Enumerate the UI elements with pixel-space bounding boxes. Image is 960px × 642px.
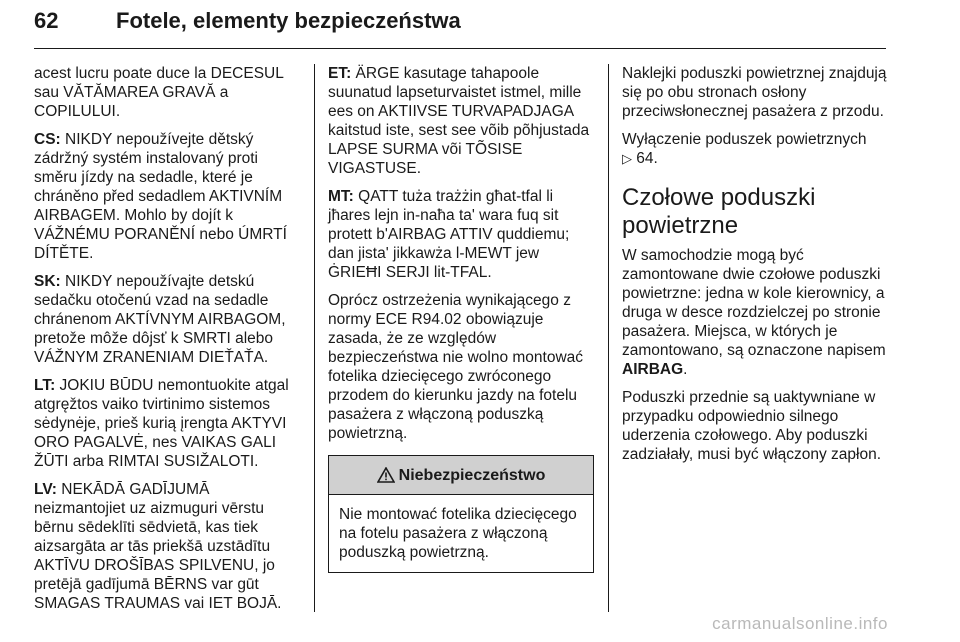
sk-paragraph (34, 272, 300, 367)
warning-text: Nie montować fotelika dziecięcego na fotelu pasażera z włączoną poduszką powietrzną. (339, 506, 577, 561)
page-header (34, 6, 886, 40)
column-left (34, 64, 300, 622)
watermark: carmanualsonline.info (712, 614, 888, 633)
stickers-paragraph: Naklejki poduszki powietrznej znajdują się po obu stronach osłony przeciwsłonecznej pasażera z przodu. (622, 65, 887, 120)
mt-paragraph (328, 187, 594, 282)
lt-label: LT: (34, 377, 56, 394)
sk-label: SK: (34, 273, 61, 290)
et-text: ÄRGE kasutage tahapoole suunatud lapseturvaistet istmel, mille ees on AKTIIVSE TURVAPADJAGA kaitstud iste, sest see võib põhjustada LAPSE SURMA või TÕSISE VIGASTUSE. (328, 65, 590, 177)
lv-paragraph (34, 480, 300, 613)
lt-paragraph (34, 376, 300, 471)
warning-title: Niebezpieczeństwo (398, 466, 546, 484)
column-divider-1 (314, 64, 315, 612)
deactivation-paragraph (622, 130, 888, 168)
cs-label: CS: (34, 131, 61, 148)
airbag-description-paragraph (622, 246, 888, 379)
warning-triangle-icon (377, 467, 395, 483)
column-divider-2 (608, 64, 609, 612)
deactivation-text: Wyłączenie poduszek powietrznych (622, 131, 867, 148)
mt-text: QATT tuża trażżin għat-tfal li jħares lejn in-naħa ta' wara fuq sit protett b'AIRBAG ATTIV quddiemu; dan jista' jikkawża l-MEWT jew ĠRIEĦI SERJI lit-TFAL. (328, 188, 570, 281)
polish-paragraph: Oprócz ostrzeżenia wynikającego z normy ECE R94.02 obowiązuje zasada, że ze względów bezpieczeństwa nie wolno montować fotelika dziecięcego zwróconego przodem do kierunku jazdy na fotelu pasażera z włączoną poduszką powietrzną. (328, 292, 584, 442)
sk-text: NIKDY nepoužívajte detskú sedačku otočenú vzad na sedadle chránenom AKTÍVNYM AIRBAGOM, pretože môže dôjsť k SMRTI alebo VÁŽNYM ZRANENIAM DIEŤAŤA. (34, 273, 286, 366)
section-heading: Czołowe poduszki powietrzne (622, 184, 816, 239)
airbag-label: AIRBAG (622, 361, 684, 378)
lv-label: LV: (34, 481, 57, 498)
column-right (622, 64, 888, 473)
activation-paragraph: Poduszki przednie są uaktywniane w przypadku odpowiednio silnego uderzenia czołowego. Aby poduszki zadziałały, musi być włączony zapłon. (622, 389, 882, 463)
lt-text: JOKIU BŪDU nemontuokite atgal atgręžtos vaiko tvirtinimo sistemos sėdynėje, prieš kurią įrengta AKTYVI ORO PAGALVĖ, nes VAIKAS GALI ŽŪTI arba RIMTAI SUSIŽALOTI. (34, 377, 289, 470)
cs-text: NIKDY nepoužívejte dětský zádržný systém instalovaný proti směru jízdy na sedadle, které je chráněno před sedadlem AKTIVNÍM AIRBAGEM. Mohlo by dojít k VÁŽNÉMU PORANĚNÍ nebo ÚMRTÍ DÍTĚTE. (34, 131, 287, 262)
page-title: Fotele, elementy bezpieczeństwa (116, 8, 461, 33)
page-reference[interactable]: 64. (632, 150, 658, 167)
mt-label: MT: (328, 188, 354, 205)
warning-box (328, 455, 594, 573)
column-middle (328, 64, 594, 573)
et-paragraph (328, 64, 594, 178)
cs-paragraph (34, 130, 300, 263)
page-reference-icon: ▷ (622, 151, 632, 166)
airbag-description-text: W samochodzie mogą być zamontowane dwie czołowe poduszki powietrzne: jedna w kole kierownicy, a druga w desce rozdzielczej po stronie pasażera. Miejsca, w których je zamontowano, są oznaczone napisem (622, 247, 886, 359)
header-divider (34, 48, 886, 49)
warning-header (329, 456, 593, 495)
et-label: ET: (328, 65, 352, 82)
page-number: 62 (34, 8, 59, 33)
lv-text: NEKĀDĀ GADĪJUMĀ neizmantojiet uz aizmuguri vērstu bērnu sēdeklīti sēdvietā, kas tiek aizsargāta ar tās priekšā uzstādītu AKTĪVU DROŠĪBAS SPILVENU, jo pretējā gadījumā BĒRNS var gūt SMAGAS TRAUMAS vai IET BOJĀ. (34, 481, 282, 612)
airbag-period: . (683, 361, 688, 378)
intro-paragraph: acest lucru poate duce la DECESUL sau VĂTĂMAREA GRAVĂ a COPILULUI. (34, 65, 284, 120)
